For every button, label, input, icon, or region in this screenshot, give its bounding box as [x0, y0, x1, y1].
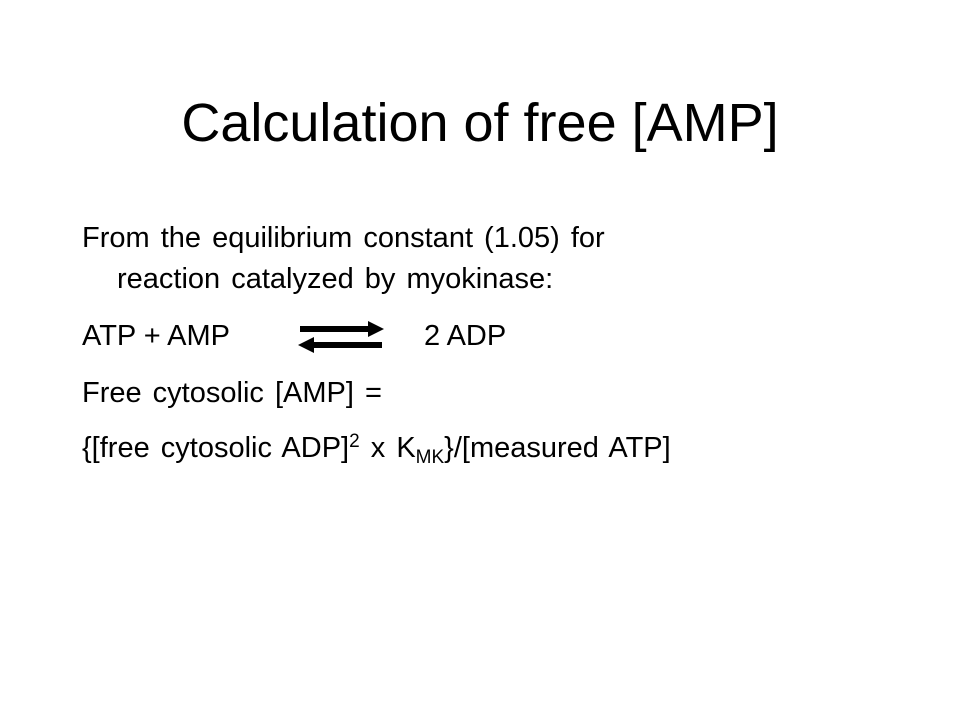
formula-line	[82, 430, 671, 466]
body-line-equilibrium-constant: From the equilibrium constant (1.05) for	[82, 222, 605, 254]
formula-exponent: 2	[349, 431, 360, 452]
formula-part-k: x K	[359, 432, 416, 464]
formula-part-adp: {[free cytosolic ADP]	[82, 432, 350, 464]
reaction-reactants: ATP + AMP	[82, 320, 231, 352]
equilibrium-arrows-icon	[296, 318, 386, 356]
reaction-products: 2 ADP	[424, 320, 507, 352]
slide-title: Calculation of free [AMP]	[181, 93, 779, 153]
formula-subscript: MK	[415, 447, 445, 468]
body-line-free-amp: Free cytosolic [AMP] =	[82, 377, 382, 409]
body-line-myokinase: reaction catalyzed by myokinase:	[117, 263, 554, 295]
formula-part-atp: }/[measured ATP]	[444, 432, 671, 464]
